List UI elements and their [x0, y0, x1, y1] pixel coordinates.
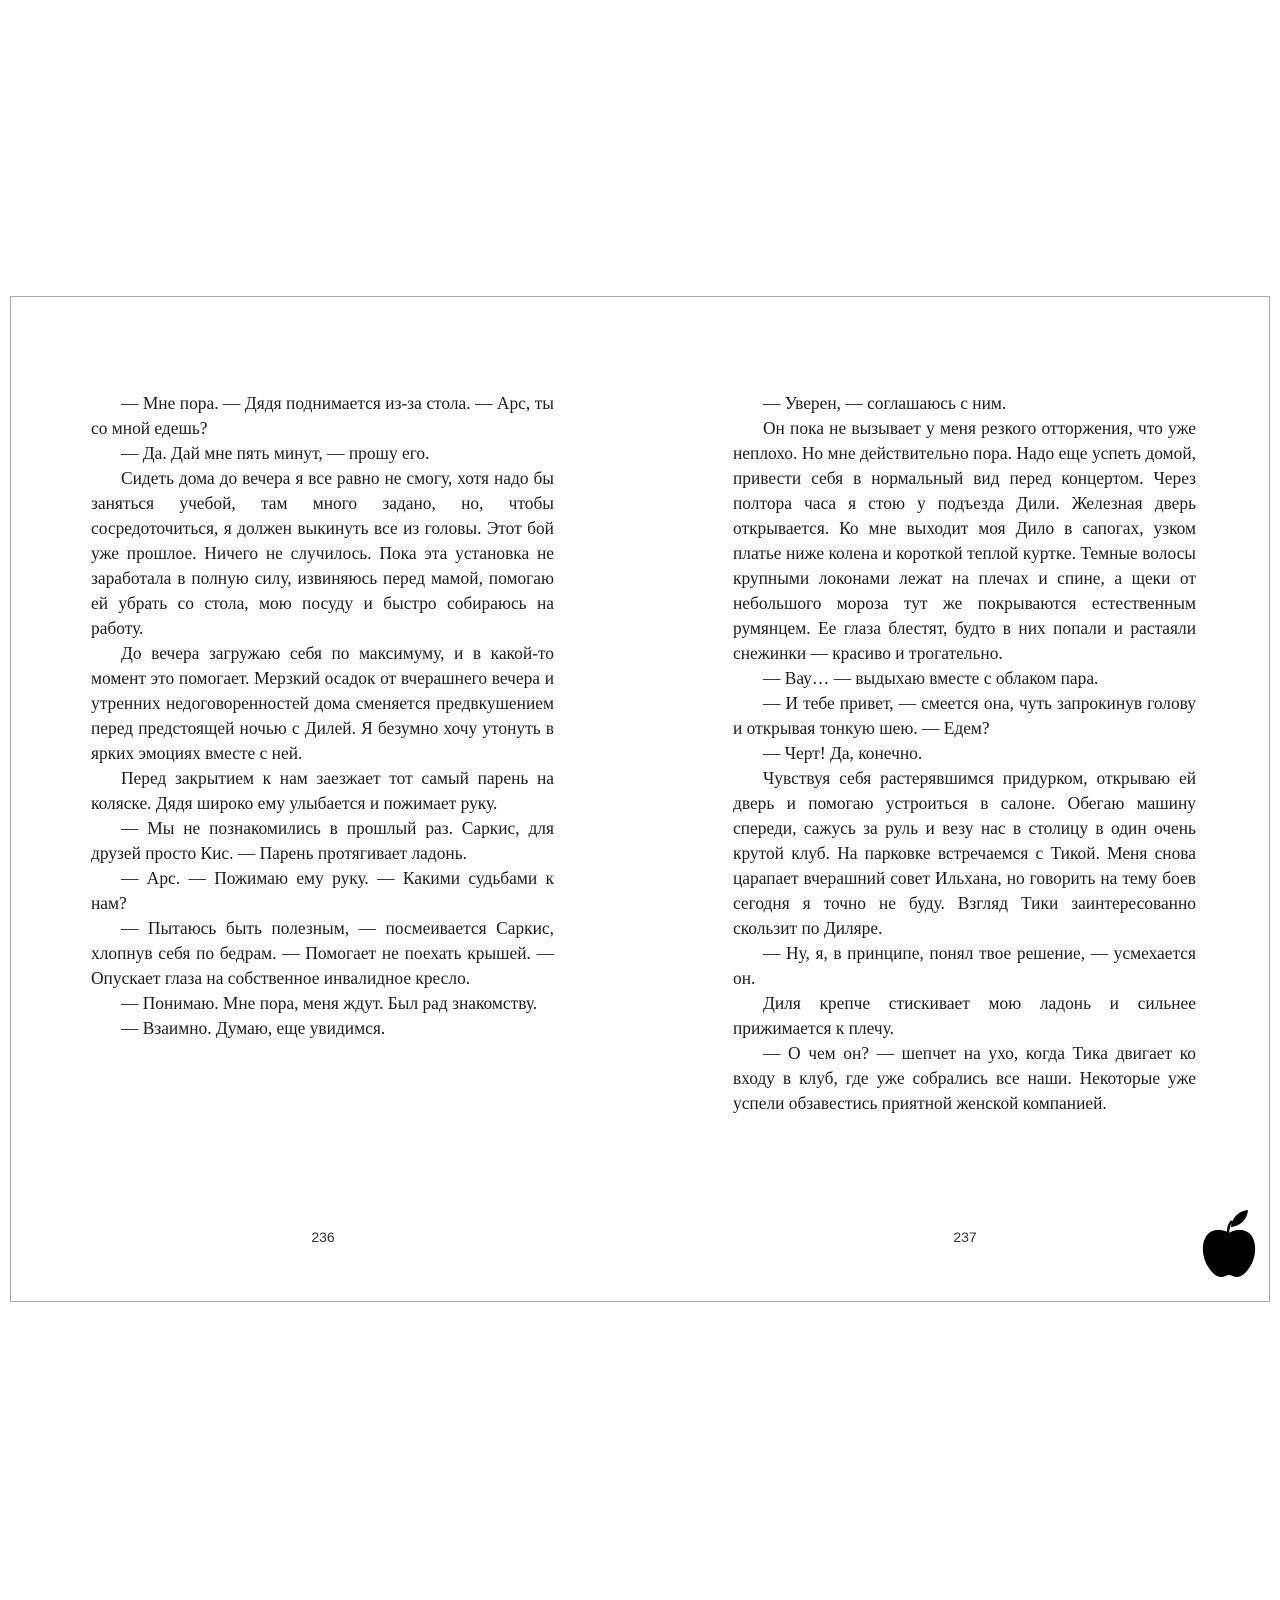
- paragraph: Он пока не вызывает у меня резкого отторжения, что уже неплохо. Но мне действительно пора. Надо еще успеть домой, привести себя в нормальный вид перед концертом. Через полтора часа я стою у подъезда Дили. Железная дверь открывается. Ко мне выходит моя Дило в сапогах, узком платье ниже колена и короткой теплой куртке. Темные волосы крупными локонами лежат на плечах и спине, а щеки от небольшого мороза тут же покрываются естественным румянцем. Ее глаза блестят, будто в них попали и растаяли снежинки — красиво и трогательно.: [733, 418, 1196, 663]
- page-number-right: 237: [953, 1229, 977, 1245]
- paragraph: — Взаимно. Думаю, еще увидимся.: [121, 1018, 386, 1038]
- paragraph: До вечера загружаю себя по максимуму, и в какой-то момент это помогает. Мерзкий осадок от вчерашнего вечера и утренних недоговоренностей дома сменяется предвкушением перед предстоящей ночью с Дилей. Я безумно хочу утонуть в ярких эмоциях вместе с ней.: [91, 643, 554, 763]
- paragraph: — Мы не познакомились в прошлый раз. Саркис, для друзей просто Кис. — Парень протягивает ладонь.: [91, 818, 554, 863]
- paragraph: — И тебе привет, — смеется она, чуть запрокинув голову и открывая тонкую шею. — Едем?: [733, 693, 1196, 738]
- paragraph: Перед закрытием к нам заезжает тот самый парень на коляске. Дядя широко ему улыбается и пожимает руку.: [91, 768, 554, 813]
- paragraph: — Черт! Да, конечно.: [763, 743, 923, 763]
- apple-icon: [1201, 1209, 1257, 1279]
- paragraph: — Ну, я, в принципе, понял твое решение, — усмехается он.: [733, 943, 1196, 988]
- paragraph: — Пытаюсь быть полезным, — посмеивается Саркис, хлопнув себя по бедрам. — Помогает не поехать крышей. — Опускает глаза на собственное инвалидное кресло.: [91, 918, 554, 988]
- paragraph: — Мне пора. — Дядя поднимается из-за стола. — Арс, ты со мной едешь?: [91, 393, 554, 438]
- paragraph: — О чем он? — шепчет на ухо, когда Тика двигает ко входу в клуб, где уже собрались все наши. Некоторые уже успели обзавестись приятной женской компанией.: [733, 1043, 1196, 1113]
- paragraph: — Понимаю. Мне пора, меня ждут. Был рад знакомству.: [121, 993, 538, 1013]
- page-number-left: 236: [311, 1229, 335, 1245]
- paragraph: Сидеть дома до вечера я все равно не смогу, хотя надо бы заняться учебой, там много задано, но, чтобы сосредоточиться, я должен выкинуть все из головы. Этот бой уже прошлое. Ничего не случилось. Пока эта установка не заработала в полную силу, извиняюсь перед мамой, помогаю ей убрать со стола, мою посуду и быстро собираюсь на работу.: [91, 468, 554, 638]
- right-page-text: [733, 391, 1196, 1116]
- left-page-text: [91, 391, 554, 1041]
- paragraph: — Арс. — Пожимаю ему руку. — Какими судьбами к нам?: [91, 868, 554, 913]
- paragraph: Диля крепче стискивает мою ладонь и сильнее прижимается к плечу.: [733, 993, 1196, 1038]
- paragraph: — Вау… — выдыхаю вместе с облаком пара.: [763, 668, 1099, 688]
- paragraph: — Уверен, — соглашаюсь с ним.: [763, 393, 1007, 413]
- paragraph: — Да. Дай мне пять минут, — прошу его.: [121, 443, 430, 463]
- book-spread: [10, 296, 1270, 1302]
- paragraph: Чувствуя себя растерявшимся придурком, открываю ей дверь и помогаю устроиться в салоне. Обегаю машину спереди, сажусь за руль и везу нас в столицу в один очень крутой клуб. На парковке встречаемся с Тикой. Меня снова царапает вчерашний совет Ильхана, но говорить на тему боев сегодня я точно не буду. Взгляд Тики заинтересованно скользит по Диляре.: [733, 768, 1196, 938]
